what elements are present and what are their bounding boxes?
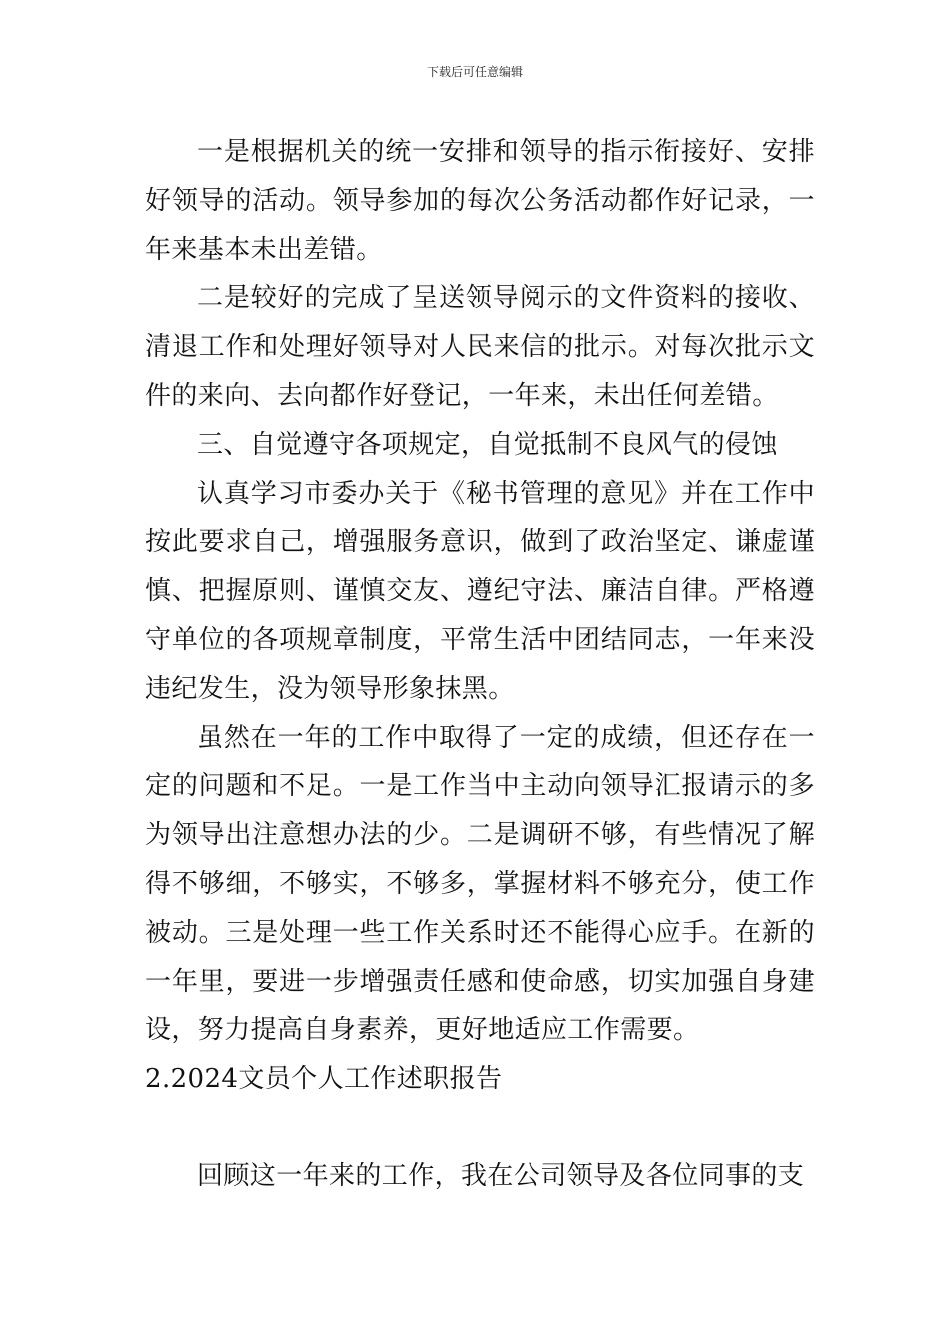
page-header: 下载后可任意编辑 bbox=[426, 65, 523, 79]
paragraph-review-year: 回顾这一年来的工作，我在公司领导及各位同事的支 bbox=[197, 1160, 805, 1191]
paragraph-shortcomings: 虽然在一年的工作中取得了一定的成绩，但还存在一定的问题和不足。一是工作当中主动向领导汇报请示的多为领导出注意想办法的少。二是调研不够，有些情况了解得不够细，不够实，不够多，掌握材料不够充分，使工作被动。三是处理一些工作关系时还不能得心应手。在新的一年里，要进一步增强责任感和使命感，切实加强自身建设，努力提高自身素养，更好地适应工作需要。 bbox=[145, 722, 815, 1046]
blank-line bbox=[145, 1104, 815, 1152]
section-heading-report: 2.2024文员个人工作述职报告 bbox=[145, 1064, 503, 1095]
paragraph-study-regulations: 认真学习市委办关于《秘书管理的意见》并在工作中按此要求自己，增强服务意识，做到了政治坚定、谦虚谨慎、把握原则、谨慎交友、遵纪守法、廉洁自律。严格遵守单位的各项规章制度，平常生活中团结同志，一年来没违纪发生，没为领导形象抹黑。 bbox=[145, 478, 815, 704]
paragraph-section-three-heading: 三、自觉遵守各项规定，自觉抵制不良风气的侵蚀 bbox=[197, 429, 778, 460]
paragraph-arrange-activities: 一是根据机关的统一安排和领导的指示衔接好、安排好领导的活动。领导参加的每次公务活动都作好记录，一年来基本未出差错。 bbox=[145, 137, 815, 265]
paragraph-document-handling: 二是较好的完成了呈送领导阅示的文件资料的接收、清退工作和处理好领导对人民来信的批示。对每次批示文件的来向、去向都作好登记，一年来，未出任何差错。 bbox=[145, 283, 815, 411]
document-body bbox=[145, 128, 815, 1201]
